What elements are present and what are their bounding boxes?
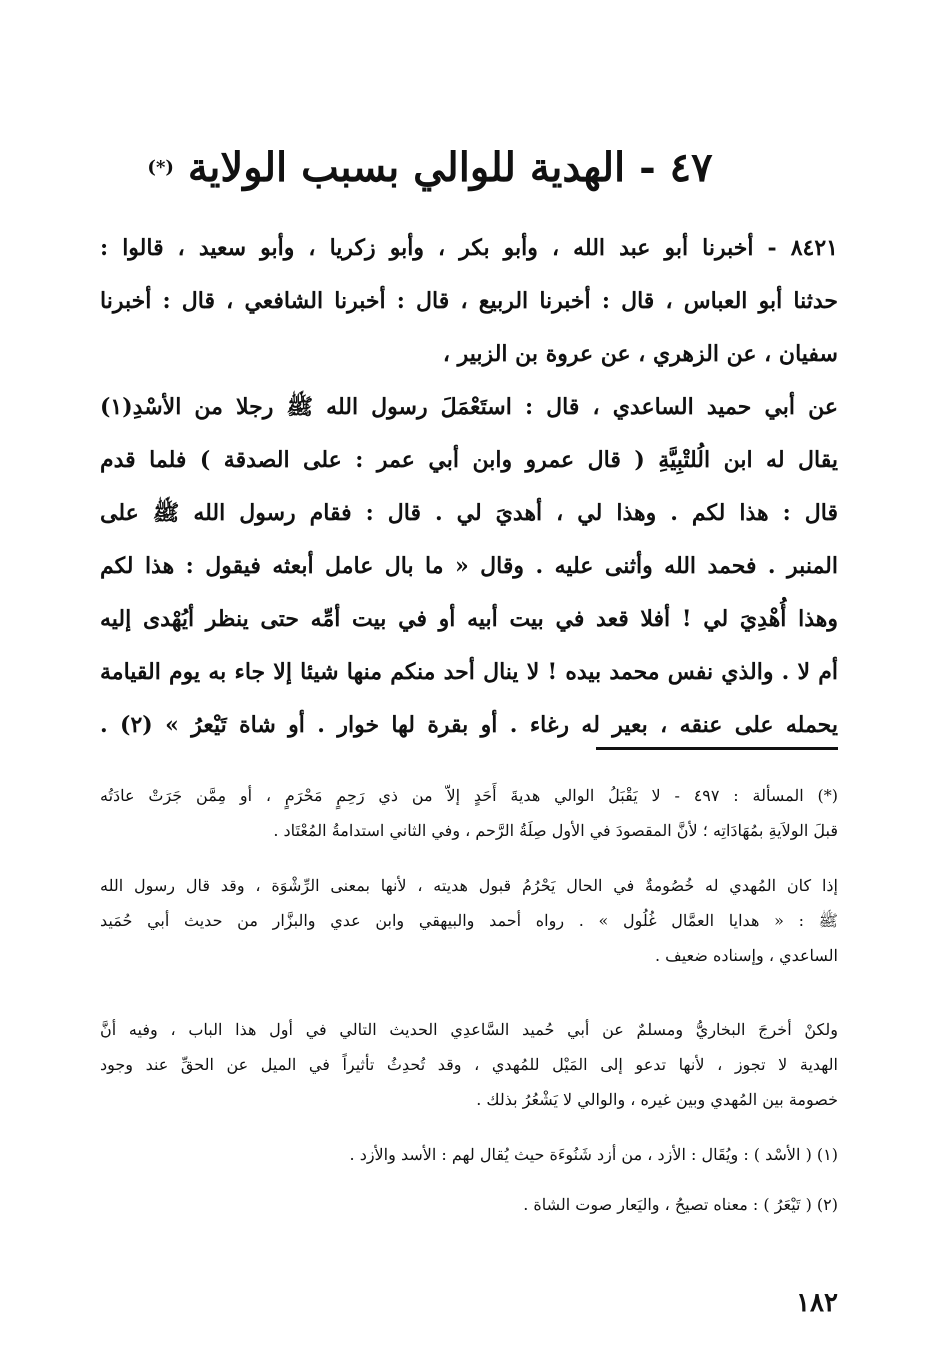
footnote-line: الساعدي ، وإسناده ضعيف . xyxy=(654,946,838,965)
chapter-title-footnote-marker: (*) xyxy=(147,157,174,178)
isnad-line: سفيان ، عن الزهري ، عن عروة بن الزبير ، xyxy=(442,341,838,367)
page-number: ١٨٢ xyxy=(796,1288,838,1318)
footnote-line: ﷺ : « هدايا العمَّال غُلُول » . رواه أحمد والبيهقي وابن عدي والبزَّار من حديث أبي حُمَيد xyxy=(100,911,838,930)
isnad-line: ٨٤٢١ - أخبرنا أبو عبد الله ، وأبو بكر ، وأبو زكريا ، وأبو سعيد ، قالوا : xyxy=(100,235,838,261)
footnote-masala xyxy=(100,778,838,848)
footnote-divider xyxy=(596,747,838,750)
matn-line: أم لا . والذي نفس محمد بيده ! لا ينال أحد منكم منها شيئا إلا جاء به يوم القيامة xyxy=(100,659,838,685)
matn-line: عن أبي حميد الساعدي ، قال : استَعْمَلَ رسول الله ﷺ رجلا من الأسْدِ(١) xyxy=(100,394,838,420)
chapter-title-text: ٤٧ - الهدية للوالي بسبب الولاية xyxy=(187,144,713,191)
footnote-1: (١) ( الأسْد ) : ويُقَال : الأزد ، من أزد شَنُوءَة حيث يُقال لهم : الأسد والأزد . xyxy=(349,1145,838,1164)
matn-line: يحمله على عنقه ، بعير له رغاء . أو بقرة لها خوار . أو شاة تَيْعرُ » (٢) . xyxy=(100,712,838,738)
isnad-line: حدثنا أبو العباس ، قال : أخبرنا الربيع ، قال : أخبرنا الشافعي ، قال : أخبرنا xyxy=(100,288,838,314)
footnote-line: قبلَ الولاَيةِ بمُهَادَاتِه ؛ لأنَّ المقصودَ في الأول صِلَةُ الرَّحم ، وفي الثاني استدامةُ المُعْتَاد . xyxy=(273,821,838,840)
matn-line: المنبر . فحمد الله وأثنى عليه . وقال « ما بال عامل أبعثه فيقول : هذا لكم xyxy=(100,553,838,579)
hadith-isnad xyxy=(100,222,838,381)
footnote-line: الهدية لا تجوز ، لأنها تدعو إلى المَيْل للمُهدي ، وقد تُحدِثُ تأثيراً في الميل عن الحقِّ عند وجود xyxy=(100,1055,838,1074)
footnote-line: (*) المسألة : ٤٩٧ - لا يَقْبَلُ الوالي هديةَ أَحَدٍ إلاّ من ذي رَحِمٍ مَحْرَمٍ ، أو مِمَّن جَرَتْ عادَتُه xyxy=(100,786,838,805)
footnote-paragraph xyxy=(100,868,838,973)
footnote-line: ولكنْ أخرجَ البخاريُّ ومسلمٌ عن أبي حُميد السَّاعدِي الحديث التالي في أول هذا الباب ، وفيه أنَّ xyxy=(100,1020,838,1039)
footnote-2: (٢) ( تَيْعَرُ ) : معناه تصيحُ ، واليَعار صوت الشاة . xyxy=(523,1195,838,1214)
chapter-title xyxy=(120,138,740,198)
hadith-matn xyxy=(100,381,838,752)
matn-line: يقال له ابن الُلتْبِيَّةِ ( قال عمرو وابن أبي عمر : على الصدقة ) فلما قدم xyxy=(100,447,838,473)
footnote-line: خصومة بين المُهدي وبين غيره ، والوالي لا يَشْعُرُ بذلك . xyxy=(476,1090,838,1109)
matn-line: وهذا أُهْدِيَ لي ! أفلا قعد في بيت أبيه أو في بيت أمِّه حتى ينظر أيُهْدى إليه xyxy=(100,606,838,632)
footnote-line: إذا كان المُهدي له خُصُومةٌ في الحال يَحْرُمُ قبول هديته ، لأنها بمعنى الرِّشْوَة ، وقد قال رسول الله xyxy=(100,876,838,895)
matn-line: قال : هذا لكم . وهذا لي ، أهديَ لي . قال : فقام رسول الله ﷺ على xyxy=(100,500,838,526)
footnote-paragraph xyxy=(100,1012,838,1117)
